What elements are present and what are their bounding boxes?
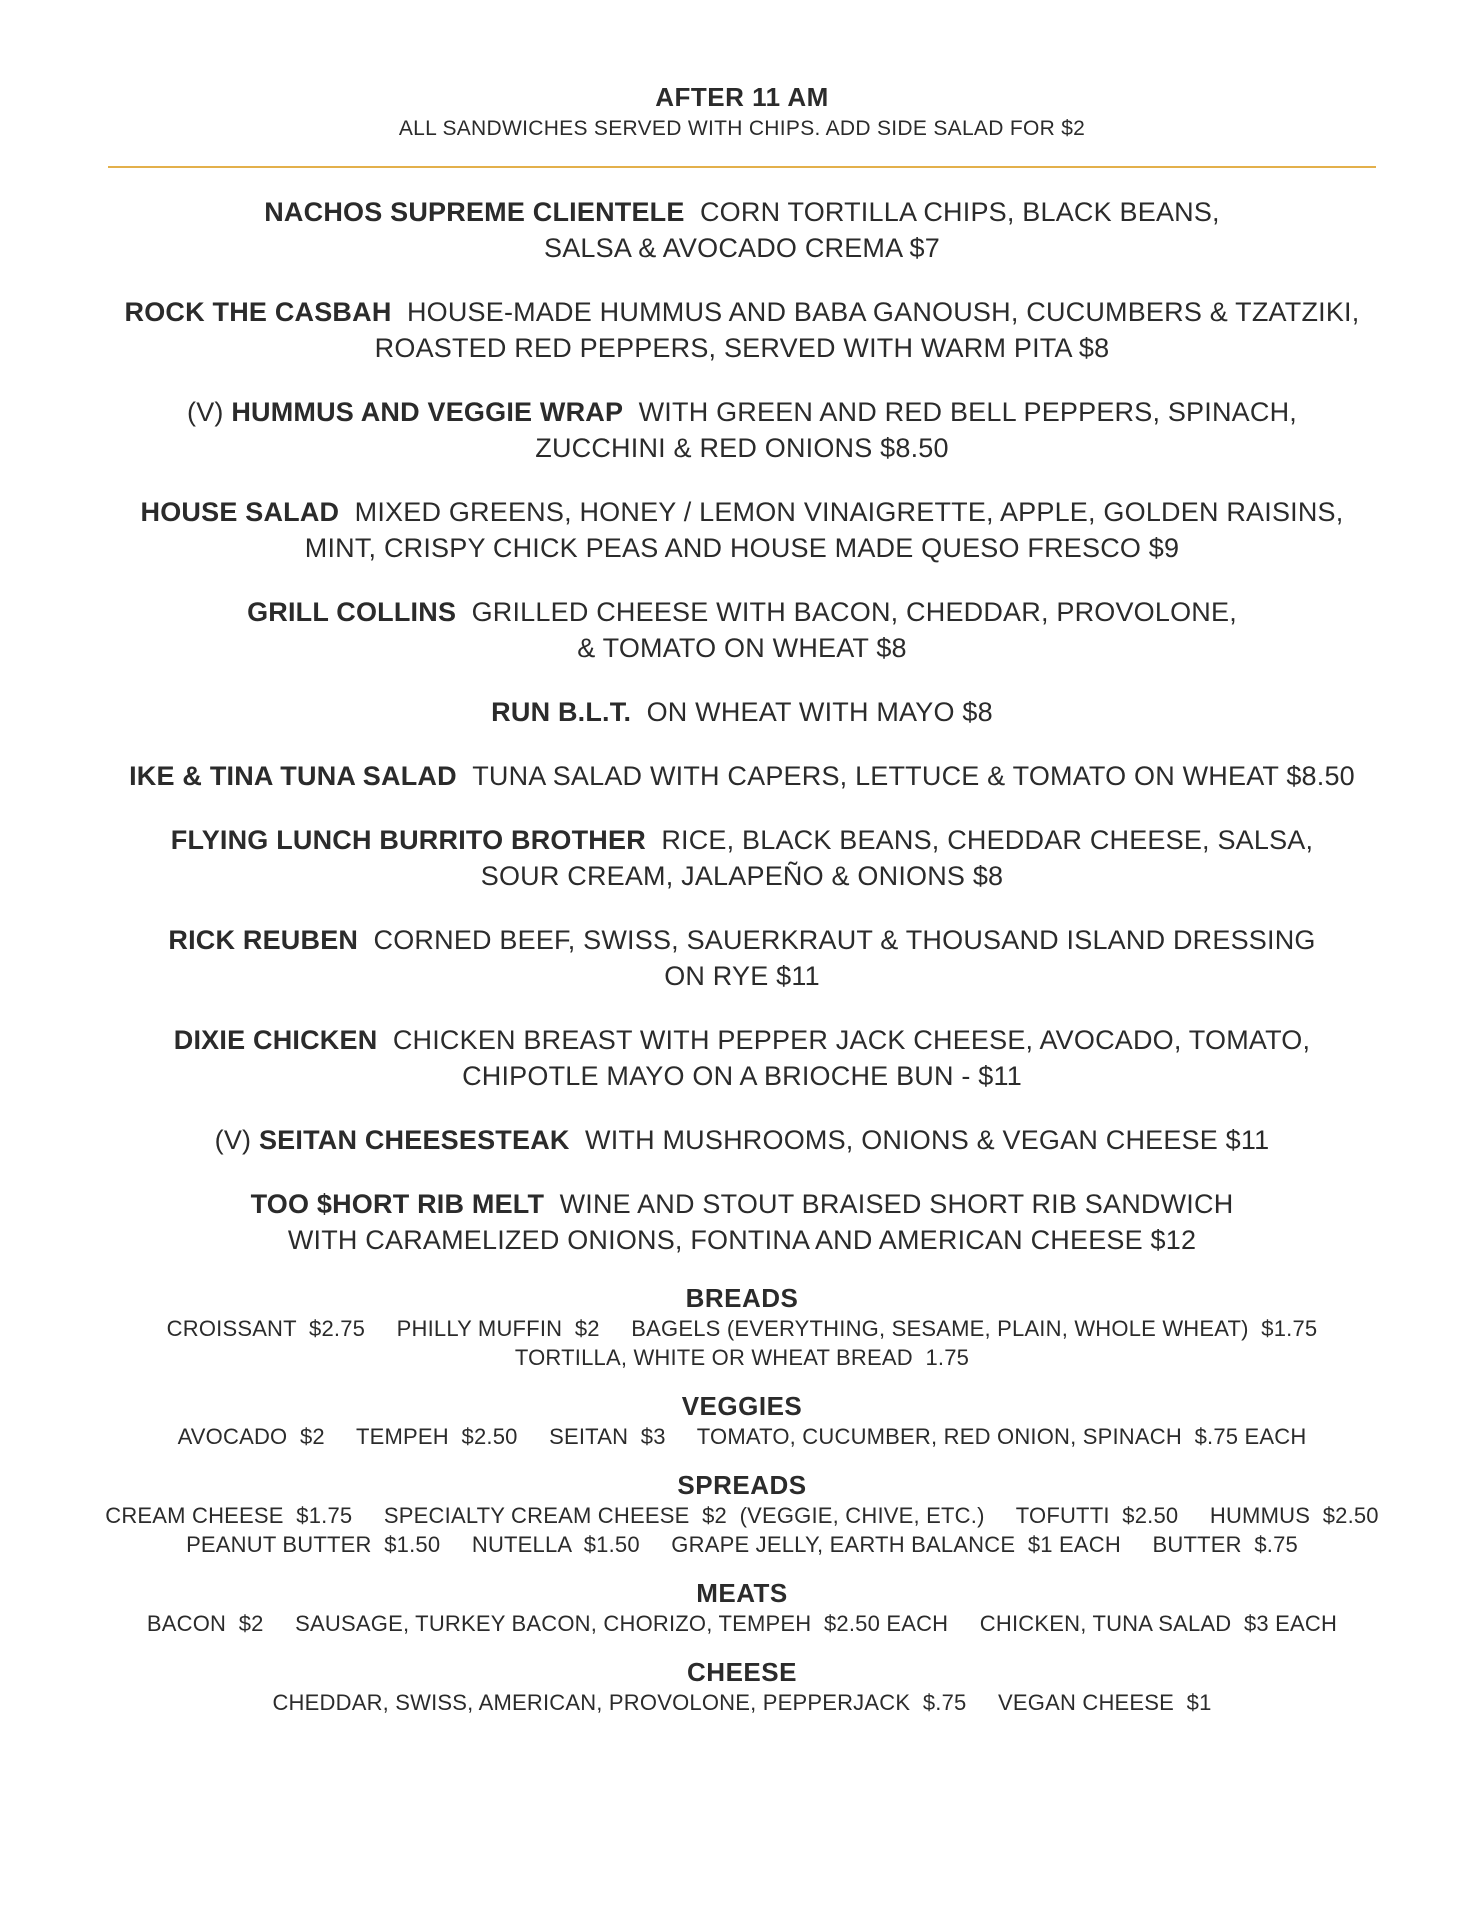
spreads-line: PEANUT BUTTER $1.50 NUTELLA $1.50 GRAPE JELLY, EARTH BALANCE $1 EACH BUTTER $.75 <box>186 1532 1298 1557</box>
menu-item <box>70 594 1414 666</box>
breads-line: TORTILLA, WHITE OR WHEAT BREAD 1.75 <box>514 1345 970 1370</box>
spreads-heading: SPREADS <box>677 1470 807 1500</box>
menu-item <box>70 922 1414 994</box>
page-title: AFTER 11 AM <box>655 82 829 112</box>
item-description: WITH GREEN AND RED BELL PEPPERS, SPINACH, <box>638 397 1297 427</box>
veggies-line: AVOCADO $2 TEMPEH $2.50 SEITAN $3 TOMATO, CUCUMBER, RED ONION, SPINACH $.75 EACH <box>177 1424 1307 1449</box>
meats-line: BACON $2 SAUSAGE, TURKEY BACON, CHORIZO, TEMPEH $2.50 EACH CHICKEN, TUNA SALAD $3 EACH <box>146 1611 1338 1636</box>
item-description: MIXED GREENS, HONEY / LEMON VINAIGRETTE, APPLE, GOLDEN RAISINS, <box>354 497 1344 527</box>
item-name: RUN B.L.T. <box>491 697 632 727</box>
item-description: ON WHEAT WITH MAYO $8 <box>646 697 993 727</box>
item-description: WINE AND STOUT BRAISED SHORT RIB SANDWICH <box>559 1189 1234 1219</box>
item-description: CHICKEN BREAST WITH PEPPER JACK CHEESE, AVOCADO, TOMATO, <box>392 1025 1311 1055</box>
breads-heading: BREADS <box>685 1283 799 1313</box>
item-description: CORNED BEEF, SWISS, SAUERKRAUT & THOUSAND ISLAND DRESSING <box>373 925 1316 955</box>
menu-item <box>70 494 1414 566</box>
item-name: HOUSE SALAD <box>140 497 340 527</box>
cheese-group <box>60 1656 1424 1717</box>
item-name: DIXIE CHICKEN <box>173 1025 378 1055</box>
item-description: HOUSE-MADE HUMMUS AND BABA GANOUSH, CUCUMBERS & TZATZIKI, <box>406 297 1360 327</box>
item-prefix: (V) <box>187 397 232 427</box>
cheese-heading: CHEESE <box>687 1657 797 1687</box>
veggies-group <box>60 1390 1424 1451</box>
veggies-heading: VEGGIES <box>681 1391 803 1421</box>
item-name: HUMMUS AND VEGGIE WRAP <box>231 397 624 427</box>
page-subtitle: ALL SANDWICHES SERVED WITH CHIPS. ADD SIDE SALAD FOR $2 <box>398 117 1086 140</box>
meats-group <box>60 1577 1424 1638</box>
menu-item <box>70 758 1414 794</box>
menu-item <box>70 1022 1414 1094</box>
add-ons-section <box>60 1282 1424 1735</box>
spreads-line: CREAM CHEESE $1.75 SPECIALTY CREAM CHEESE $2 (VEGGIE, CHIVE, ETC.) TOFUTTI $2.50 HUMMUS $2.50 <box>105 1503 1379 1528</box>
item-description: GRILLED CHEESE WITH BACON, CHEDDAR, PROVOLONE, <box>471 597 1237 627</box>
breads-group <box>60 1282 1424 1372</box>
item-description-cont: SOUR CREAM, JALAPEÑO & ONIONS $8 <box>480 861 1004 891</box>
breads-line: CROISSANT $2.75 PHILLY MUFFIN $2 BAGELS (EVERYTHING, SESAME, PLAIN, WHOLE WHEAT) $1.75 <box>166 1316 1318 1341</box>
item-name: SEITAN CHEESESTEAK <box>258 1125 570 1155</box>
menu-item <box>70 1186 1414 1258</box>
menu-header <box>0 80 1484 144</box>
item-name: TOO $HORT RIB MELT <box>250 1189 545 1219</box>
item-name: RICK REUBEN <box>168 925 359 955</box>
menu-item <box>70 822 1414 894</box>
item-prefix: (V) <box>214 1125 259 1155</box>
meats-heading: MEATS <box>696 1578 788 1608</box>
item-description-cont: SALSA & AVOCADO CREMA $7 <box>544 233 940 263</box>
menu-item <box>70 394 1414 466</box>
item-description: CORN TORTILLA CHIPS, BLACK BEANS, <box>699 197 1220 227</box>
menu-item <box>70 1122 1414 1158</box>
item-description-cont: MINT, CRISPY CHICK PEAS AND HOUSE MADE QUESO FRESCO $9 <box>304 533 1180 563</box>
item-description: RICE, BLACK BEANS, CHEDDAR CHEESE, SALSA, <box>661 825 1314 855</box>
cheese-line: CHEDDAR, SWISS, AMERICAN, PROVOLONE, PEPPERJACK $.75 VEGAN CHEESE $1 <box>272 1690 1212 1715</box>
header-divider <box>108 166 1376 168</box>
menu-items-list <box>70 194 1414 1286</box>
menu-item <box>70 294 1414 366</box>
item-name: IKE & TINA TUNA SALAD <box>129 761 457 791</box>
item-description-cont: & TOMATO ON WHEAT $8 <box>577 633 907 663</box>
item-description-cont: CHIPOTLE MAYO ON A BRIOCHE BUN - $11 <box>462 1061 1022 1091</box>
item-name: NACHOS SUPREME CLIENTELE <box>264 197 685 227</box>
menu-item <box>70 194 1414 266</box>
item-description-cont: ON RYE $11 <box>664 961 820 991</box>
item-description: WITH MUSHROOMS, ONIONS & VEGAN CHEESE $11 <box>585 1125 1270 1155</box>
item-name: FLYING LUNCH BURRITO BROTHER <box>170 825 646 855</box>
item-description: TUNA SALAD WITH CAPERS, LETTUCE & TOMATO ON WHEAT $8.50 <box>472 761 1355 791</box>
item-name: ROCK THE CASBAH <box>124 297 392 327</box>
item-name: GRILL COLLINS <box>247 597 457 627</box>
spreads-group <box>60 1469 1424 1559</box>
menu-item <box>70 694 1414 730</box>
item-description-cont: WITH CARAMELIZED ONIONS, FONTINA AND AMERICAN CHEESE $12 <box>287 1225 1197 1255</box>
item-description-cont: ZUCCHINI & RED ONIONS $8.50 <box>535 433 949 463</box>
item-description-cont: ROASTED RED PEPPERS, SERVED WITH WARM PITA $8 <box>374 333 1110 363</box>
